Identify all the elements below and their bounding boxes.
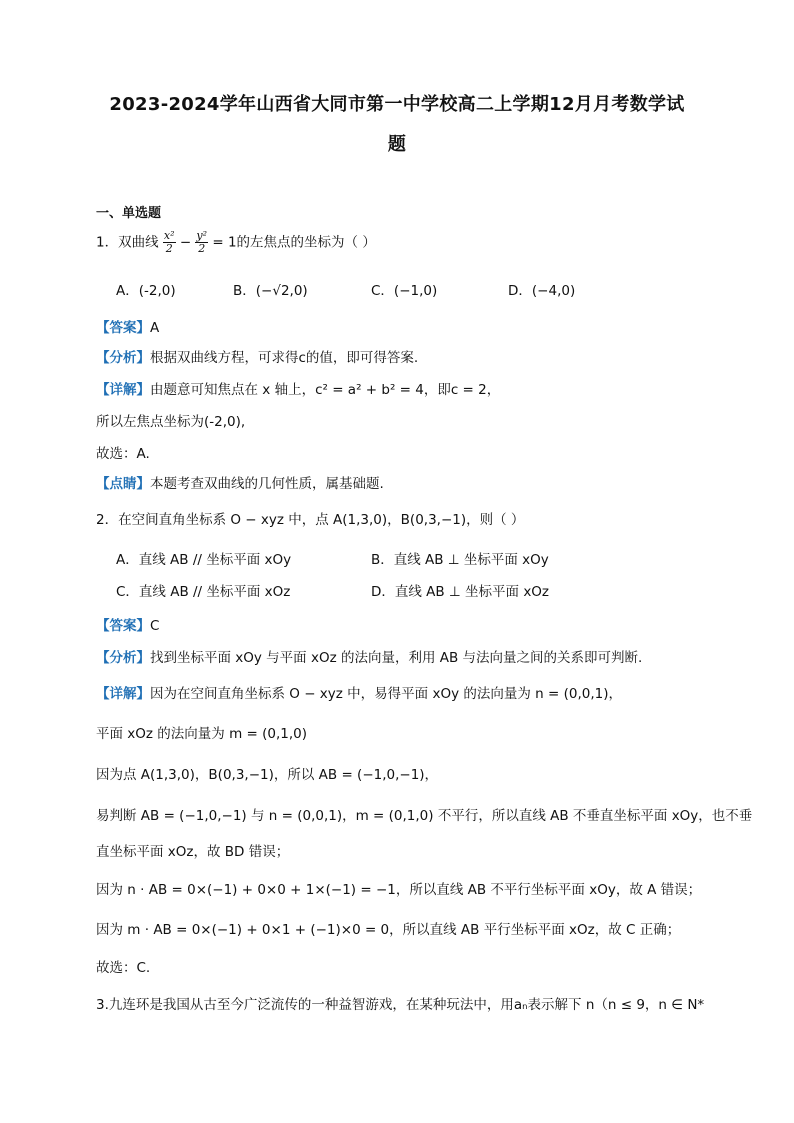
- q1-answer: [96, 318, 159, 338]
- q1-answer-value: A: [150, 320, 160, 336]
- q2-detail: [96, 684, 622, 704]
- q2-analysis-text: 找到坐标平面 xOy 与平面 xOz 的法向量，利用 AB 与法向量之间的关系即可判断.: [150, 650, 643, 666]
- q1-frac1-den: 2: [165, 242, 173, 255]
- q1-stem: [96, 230, 376, 255]
- q1-stem-prefix: 1．双曲线: [96, 234, 159, 251]
- q2-detail-text: 因为在空间直角坐标系 O − xyz 中，易得平面 xOy 的法向量为 n = (0,0,1)，: [150, 686, 622, 702]
- analysis-tag: 【分析】: [96, 650, 150, 666]
- q2-stem: 2．在空间直角坐标系 O − xyz 中，点 A(1,3,0)，B(0,3,−1)，则（ ）: [96, 512, 525, 528]
- comment-tag: 【点睛】: [96, 476, 150, 492]
- q1-option-c: C．(−1,0): [371, 283, 438, 299]
- q3-stem: 3.九连环是我国从古至今广泛流传的一种益智游戏，在某种玩法中，用aₙ表示解下 n（n ≤ 9，n ∈ N*: [96, 997, 705, 1013]
- q2-detail-line3: 因为点 A(1,3,0)，B(0,3,−1)，所以 AB = (−1,0,−1)，: [96, 767, 439, 783]
- detail-tag: 【详解】: [96, 382, 150, 398]
- q2-answer-value: C: [150, 618, 160, 634]
- answer-tag: 【答案】: [96, 320, 150, 336]
- q2-option-d: D．直线 AB ⊥ 坐标平面 xOz: [371, 584, 550, 600]
- q1-detail-line2: 所以左焦点坐标为(-2,0),: [96, 414, 246, 430]
- q1-analysis: [96, 348, 418, 368]
- doc-title-line2: 题: [387, 134, 407, 155]
- analysis-tag: 【分析】: [96, 350, 150, 366]
- q1-frac2-num: y²: [196, 229, 208, 242]
- q1-analysis-text: 根据双曲线方程，可求得c的值，即可得答案.: [150, 350, 419, 366]
- q1-minus: −: [179, 234, 192, 251]
- q2-detail-line6: 因为 n · AB = 0×(−1) + 0×0 + 1×(−1) = −1，所以直线 AB 不平行坐标平面 xOy，故 A 错误；: [96, 882, 702, 898]
- q2-analysis: [96, 648, 642, 668]
- q1-detail: [96, 380, 500, 400]
- q2-option-b: B．直线 AB ⊥ 坐标平面 xOy: [371, 552, 549, 568]
- q1-comment: [96, 474, 384, 494]
- q2-option-a: A．直线 AB // 坐标平面 xOy: [116, 552, 292, 568]
- q2-choose: 故选：C.: [96, 960, 151, 976]
- q1-fraction-x: [163, 230, 176, 255]
- q2-detail-line7: 因为 m · AB = 0×(−1) + 0×1 + (−1)×0 = 0，所以直线 AB 平行坐标平面 xOz，故 C 正确；: [96, 922, 681, 938]
- q2-answer: [96, 616, 159, 636]
- q1-comment-text: 本题考查双曲线的几何性质，属基础题.: [150, 476, 384, 492]
- q2-detail-line5: 直坐标平面 xOz，故 BD 错误；: [96, 844, 290, 860]
- doc-title-line1: 2023-2024学年山西省大同市第一中学校高二上学期12月月考数学试: [109, 94, 685, 115]
- detail-tag: 【详解】: [96, 686, 150, 702]
- q1-detail-text: 由题意可知焦点在 x 轴上，c² = a² + b² = 4，即c = 2，: [150, 382, 501, 398]
- q1-option-b: B．(−√2,0): [233, 283, 308, 299]
- q1-option-d: D．(−4,0): [508, 283, 576, 299]
- q2-detail-line2: 平面 xOz 的法向量为 m = (0,1,0): [96, 726, 308, 742]
- q1-stem-suffix: = 1的左焦点的坐标为（ ）: [212, 234, 376, 251]
- q1-fraction-y: [195, 230, 208, 255]
- q2-option-c: C．直线 AB // 坐标平面 xOz: [116, 584, 291, 600]
- q1-option-a: A．(-2,0): [116, 283, 176, 299]
- answer-tag: 【答案】: [96, 618, 150, 634]
- section-heading: 一、单选题: [96, 206, 162, 221]
- q1-frac1-num: x²: [163, 229, 175, 242]
- q1-choose: 故选：A.: [96, 446, 150, 462]
- q1-frac2-den: 2: [198, 242, 206, 255]
- q2-detail-line4: 易判断 AB = (−1,0,−1) 与 n = (0,0,1)，m = (0,1,0) 不平行，所以直线 AB 不垂直坐标平面 xOy，也不垂: [96, 808, 753, 824]
